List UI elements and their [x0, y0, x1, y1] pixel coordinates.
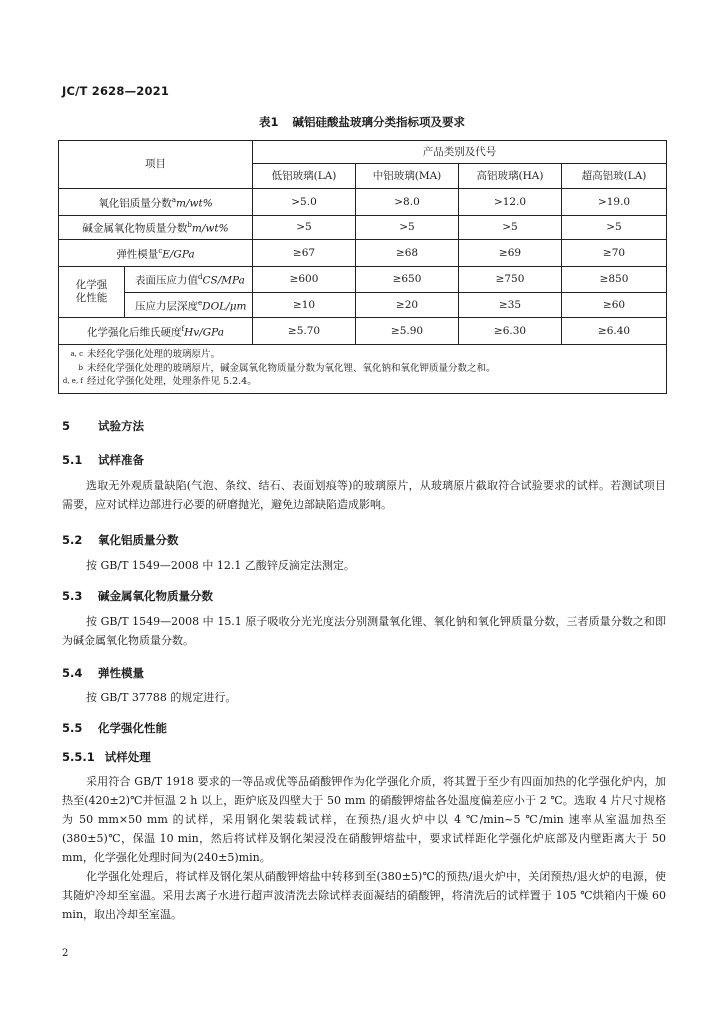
table-cell: >5 — [356, 216, 459, 240]
standard-code: JC/T 2628—2021 — [62, 84, 170, 98]
table-cell: >19.0 — [562, 189, 667, 216]
table-cell: ≥5.90 — [356, 318, 459, 345]
table-cell: >5 — [459, 216, 562, 240]
table-cell: ≥10 — [253, 293, 356, 318]
paragraph-5-5-1-b: 化学强化处理后，将试样及钢化架从硝酸钾熔盐中转移到至(380±5)℃的预热/退火炉中，关闭预热/退火炉的电源，使其随炉冷却至室温。采用去离子水进行超声波清洗去除试样表面凝结的硝酸钾，将清洗后的试样置于 105 ℃烘箱内干燥 60 min，取出冷却至室温。 — [62, 870, 666, 921]
table-cell: ≥35 — [459, 293, 562, 318]
table-row — [59, 318, 667, 345]
row-label: 碱金属氧化物质量分数$^b$m/wt% — [59, 216, 253, 240]
table-note: b 未经化学强化处理的玻璃原片，碱金属氧化物质量分数为氧化锂、氧化钠和氧化钾质量分数之和。 — [78, 362, 496, 374]
row-label: 化学强化后维氏硬度$^f$Hv/GPa — [59, 318, 253, 345]
row-label: 弹性模量$^c$E/GPa — [59, 240, 253, 267]
table-cell: ≥650 — [356, 267, 459, 293]
table-note: d, e, f 经过化学强化处理，处理条件见 5.2.4。 — [62, 376, 257, 387]
table-cell: ≥20 — [356, 293, 459, 318]
table-title — [0, 114, 724, 130]
paragraph-5-2: 按 GB/T 1549—2008 中 12.1 乙酸锌反滴定法测定。 — [86, 559, 355, 572]
table-cell: >12.0 — [459, 189, 562, 216]
classification-table — [58, 140, 667, 394]
group-label: 化学强 化性能 — [59, 267, 125, 318]
table-row — [59, 293, 667, 318]
table-cell: >8.0 — [356, 189, 459, 216]
table-title-text: 碱铝硅酸盐玻璃分类指标项及要求 — [292, 115, 465, 129]
header-category-group: 产品类别及代号 — [253, 141, 667, 164]
table-cell: >5.0 — [253, 189, 356, 216]
table-cell: ≥68 — [356, 240, 459, 267]
table-row — [59, 216, 667, 240]
table-notes-row — [59, 345, 667, 394]
paragraph-5-1: 选取无外观质量缺陷(气泡、条纹、结石、表面划痕等)的玻璃原片，从玻璃原片截取符合试验要求的试样。若测试项目需要，应对试样边部进行必要的研磨抛光，避免边部缺陷造成影响。 — [62, 479, 666, 511]
table-row — [59, 267, 667, 293]
table-number: 表1 — [258, 115, 279, 129]
table-row — [59, 189, 667, 216]
paragraph-5-4: 按 GB/T 37788 的规定进行。 — [86, 691, 237, 704]
table-cell: >5 — [253, 216, 356, 240]
header-category: 高铝玻璃(HA) — [459, 164, 562, 189]
table-row — [59, 240, 667, 267]
table-note: a, c 未经化学强化处理的玻璃原片。 — [70, 349, 221, 360]
table-header-row — [59, 141, 667, 164]
row-label: 氧化铝质量分数$^a$m/wt% — [59, 189, 253, 216]
table-cell: >5 — [562, 216, 667, 240]
header-category: 中铝玻璃(MA) — [356, 164, 459, 189]
header-category: 超高铝玻(LA) — [562, 164, 667, 189]
table-cell: ≥6.30 — [459, 318, 562, 345]
paragraph-5-3: 按 GB/T 1549—2008 中 15.1 原子吸收分光光度法分别测量氧化锂、氧化钠和氧化钾质量分数，三者质量分数之和即为碱金属氧化物质量分数。 — [62, 615, 666, 647]
header-item: 项目 — [59, 141, 253, 189]
table-cell: ≥5.70 — [253, 318, 356, 345]
section-heading-5-1: 5.1 试样准备 — [62, 453, 144, 467]
table-cell: ≥600 — [253, 267, 356, 293]
section-heading-5-4: 5.4 弹性模量 — [62, 666, 144, 680]
row-label: 表面压应力值$^d$CS/MPa — [125, 267, 253, 293]
paragraph-5-5-1-a: 采用符合 GB/T 1918 要求的一等品或优等品硝酸钾作为化学强化介质，将其置于至少有四面加热的化学强化炉内，加热至(420±2)℃并恒温 2 h 以上，距炉底及四壁大于 50 mm 的硝酸钾熔盐各处温度偏差应小于 2 ℃。选取 4 片尺寸规格为 50 mm×50 mm 的试样，采用钢化架装载试样，在预热/退火炉中以 4 ℃/min~5 ℃/min 速率从室温加热至(380±5)℃，保温 10 min，然后将试样及钢化架浸没在硝酸钾熔盐中，要求试样距化学强化炉底部及内壁距离大于 50 mm，化学强化处理时间为(240±5)min。 — [62, 775, 666, 864]
table-cell: ≥70 — [562, 240, 667, 267]
table-cell: ≥750 — [459, 267, 562, 293]
table-notes — [59, 345, 667, 394]
header-category: 低铝玻璃(LA) — [253, 164, 356, 189]
table-cell: ≥6.40 — [562, 318, 667, 345]
section-heading-5-5: 5.5 化学强化性能 — [62, 721, 167, 735]
section-heading-5: 5 试验方法 — [62, 419, 144, 433]
page-number: 2 — [62, 948, 69, 959]
table-cell: ≥69 — [459, 240, 562, 267]
row-label: 压应力层深度$^e$DOL/μm — [125, 293, 253, 318]
table-cell: ≥67 — [253, 240, 356, 267]
table-cell: ≥60 — [562, 293, 667, 318]
section-heading-5-5-1: 5.5.1 试样处理 — [62, 750, 151, 764]
table-cell: ≥850 — [562, 267, 667, 293]
section-heading-5-2: 5.2 氧化铝质量分数 — [62, 533, 179, 547]
section-heading-5-3: 5.3 碱金属氧化物质量分数 — [62, 589, 213, 603]
